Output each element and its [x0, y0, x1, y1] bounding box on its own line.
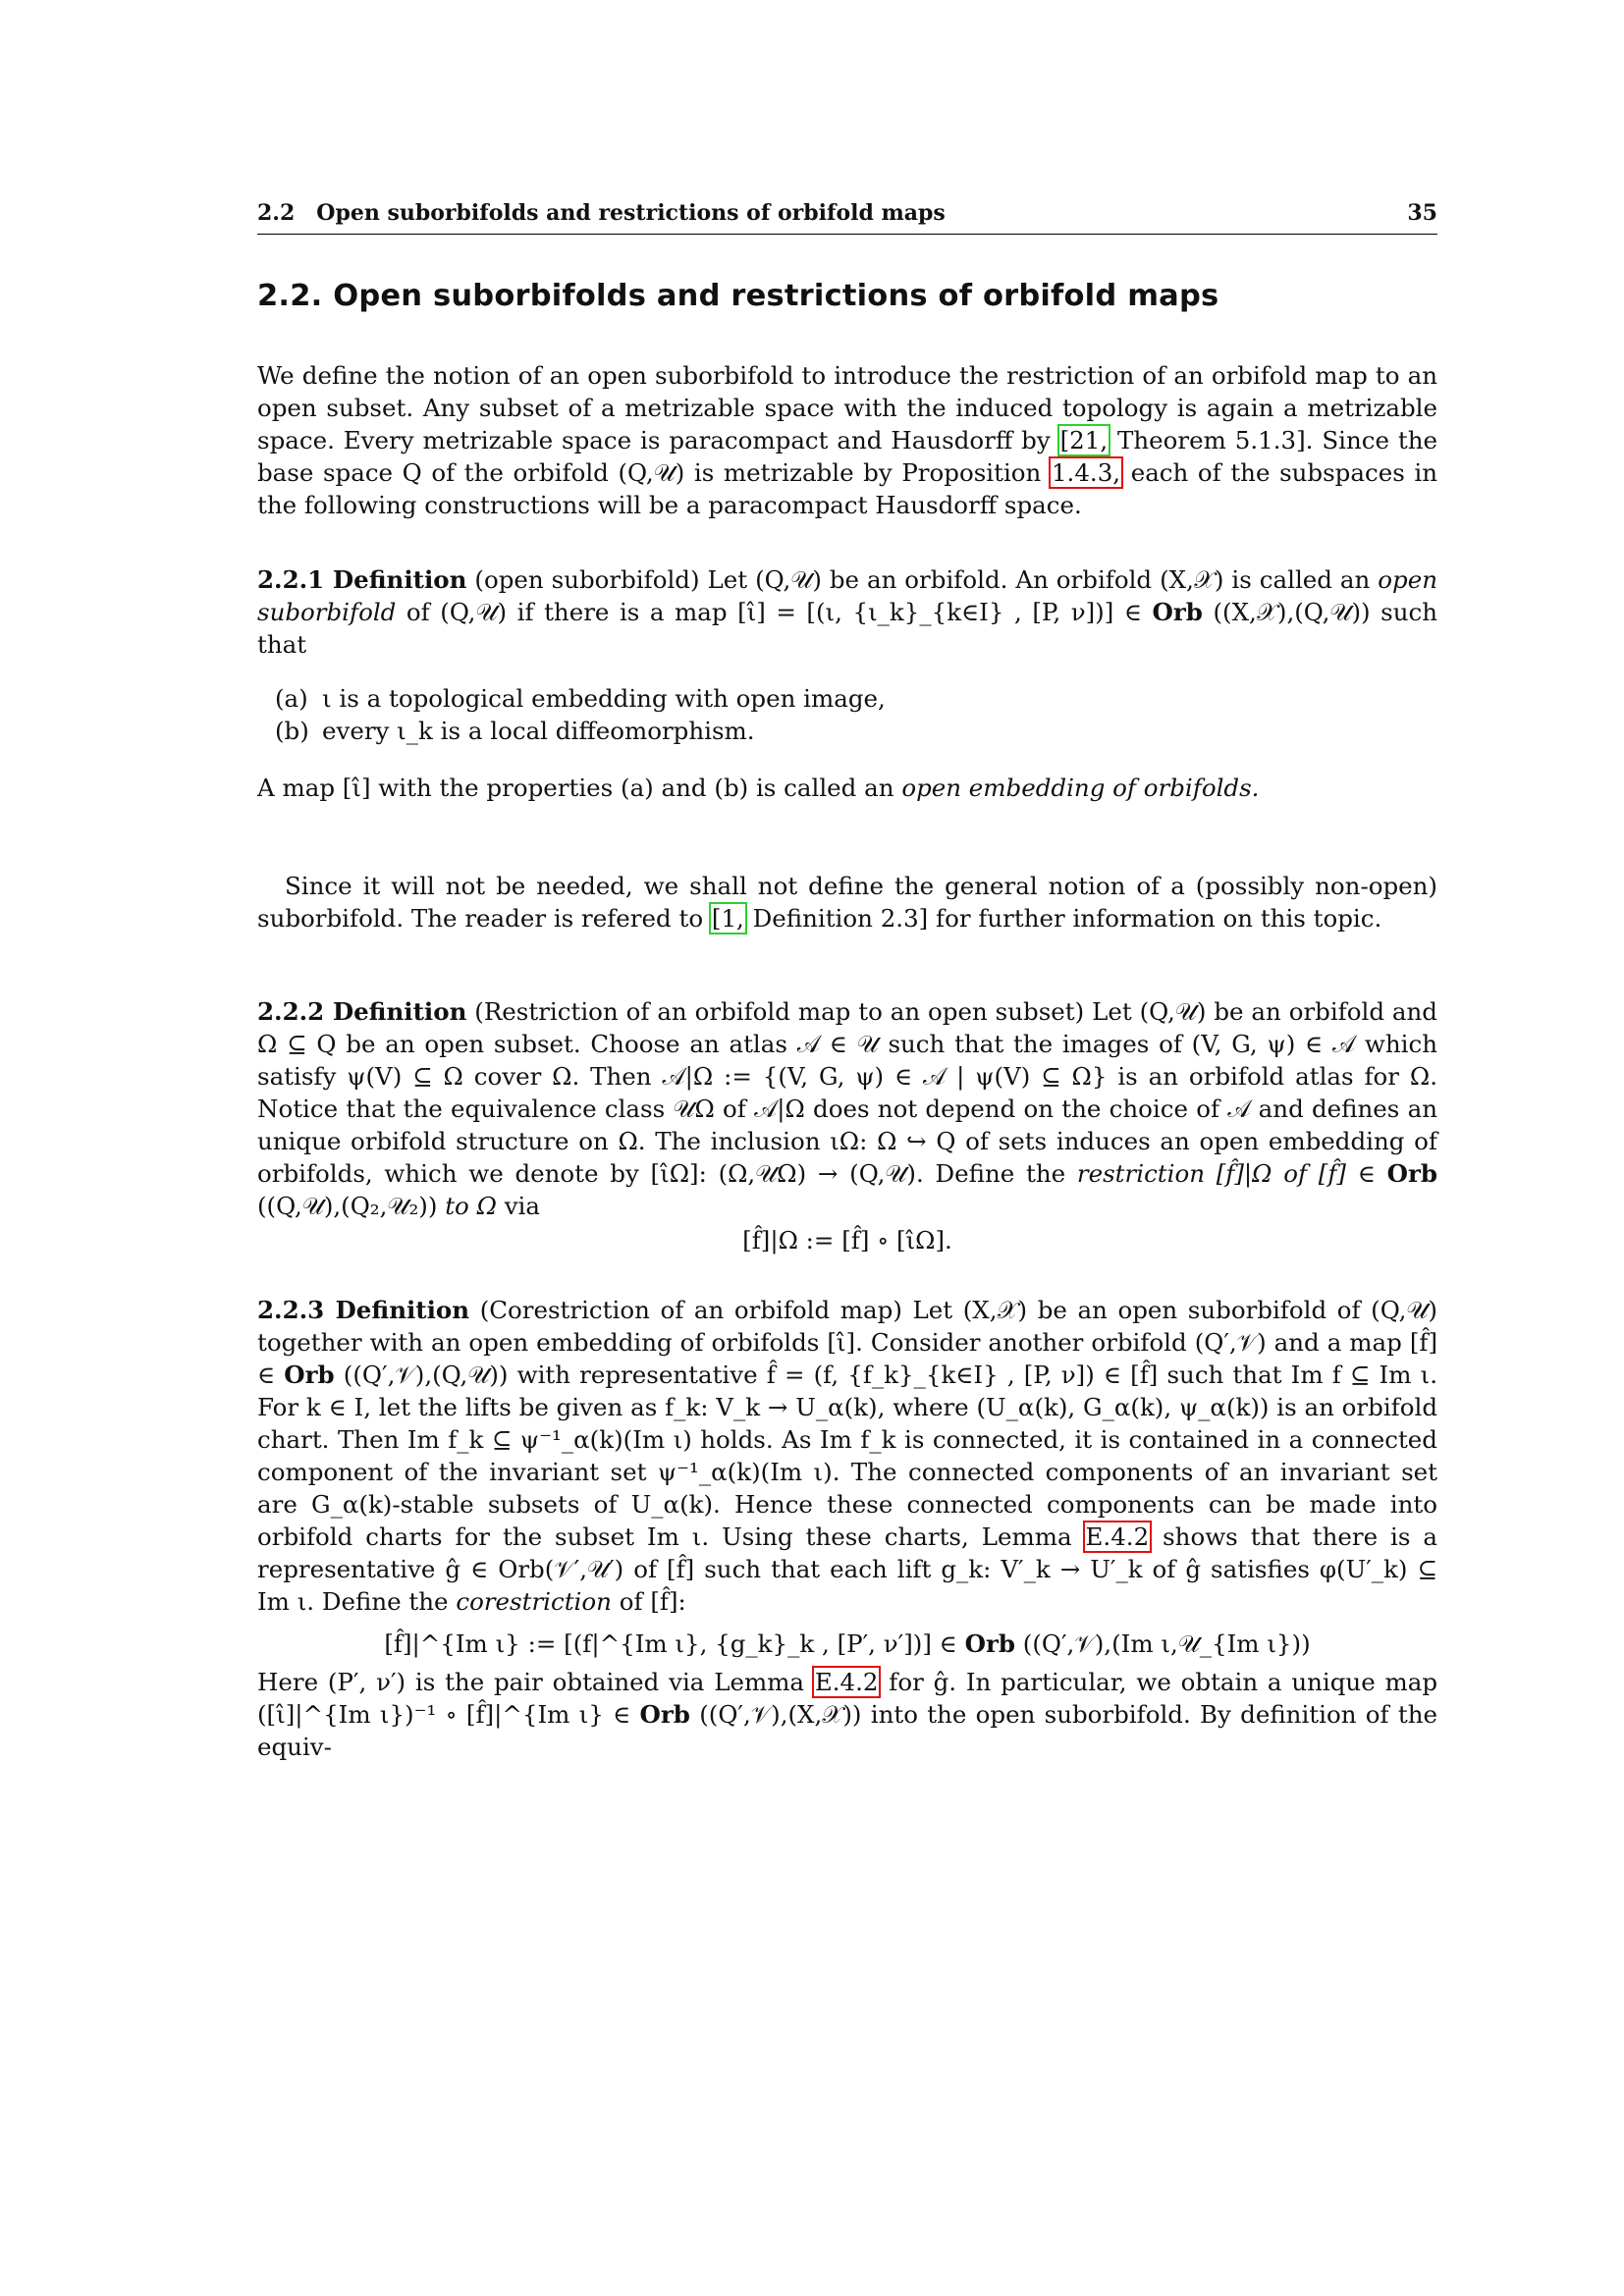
- display-equation: [257, 1628, 1437, 1660]
- running-head-section-title: Open suborbifolds and restrictions of orbifold maps: [316, 200, 946, 226]
- section-title: 2.2. Open suborbifolds and restrictions of orbifold maps: [257, 279, 1219, 313]
- list-item-label: (b): [275, 717, 309, 745]
- definition-text-4: of [f̂]:: [611, 1587, 686, 1616]
- definition-number: 2.2.1 Definition: [257, 565, 467, 594]
- definition-term: restriction [f̂]|Ω of [f̂] ∈: [1076, 1159, 1387, 1188]
- orb-symbol: Orb: [964, 1629, 1015, 1658]
- definition-name: (Restriction of an orbifold map to an open subset): [474, 997, 1085, 1026]
- orb-symbol: Orb: [284, 1361, 335, 1389]
- running-head-title: [257, 197, 946, 230]
- definition-name: (Corestriction of an orbifold map): [479, 1296, 902, 1324]
- citation-link-1[interactable]: [1,: [711, 904, 744, 933]
- display-equation-part-2: ((Q′,𝒱),(Im ι,𝒰_{Im ι})): [1015, 1629, 1311, 1658]
- intro-text-3: each of the subspaces in the following constructions will be a paracompact Hausdorff space.: [257, 458, 1437, 519]
- proposition-link-1-4-3[interactable]: 1.4.3,: [1051, 458, 1121, 487]
- definition-term: open suborbifold: [257, 565, 1437, 626]
- list-item: [275, 682, 1437, 715]
- definition-closing-term: open embedding of orbifolds.: [901, 774, 1260, 802]
- intro-text-2: Theorem 5.1.3]. Since the base space Q of the orbifold (Q,𝒰) is metrizable by Proposition: [257, 426, 1437, 487]
- definition-text-7: ((Q′,𝒱),(X,𝒳)) into the open suborbifold. By definition of the equiv-: [257, 1700, 1437, 1761]
- definition-closing-text: A map [ι̂] with the properties (a) and (b) is called an: [257, 774, 902, 802]
- definition-text-3: via: [496, 1192, 540, 1220]
- citation-link-21[interactable]: [21,: [1059, 426, 1109, 454]
- intro-paragraph: [257, 359, 1437, 521]
- lemma-link-e-4-2[interactable]: E.4.2: [1085, 1522, 1150, 1551]
- lemma-link-e-4-2[interactable]: E.4.2: [814, 1668, 879, 1696]
- list-item-text: every ι_k is a local diffeomorphism.: [322, 717, 755, 745]
- remark-paragraph: [257, 870, 1437, 934]
- definition-2-2-3: [257, 1294, 1437, 1763]
- definition-text-6: for ĝ. In particular, we obtain a unique map ([ι̂]|^{Im ι})⁻¹ ∘ [f̂]|^{Im ι} ∈: [257, 1668, 1438, 1729]
- definition-term-2: to Ω: [445, 1192, 497, 1220]
- orb-symbol: Orb: [1152, 598, 1203, 626]
- list-item-label: (a): [275, 684, 308, 713]
- orb-symbol: Orb: [1386, 1159, 1437, 1188]
- display-equation-part-1: [f̂]|^{Im ι} := [(f|^{Im ι}, {g_k}_k , [P′, ν′])] ∈: [384, 1629, 965, 1658]
- definition-text-5: Here (P′, ν′) is the pair obtained via Lemma: [257, 1668, 814, 1696]
- definition-2-2-1: [257, 563, 1437, 804]
- definition-2-2-2: [257, 995, 1437, 1256]
- orb-symbol: Orb: [639, 1700, 690, 1729]
- definition-term: corestriction: [456, 1587, 612, 1616]
- running-head: [257, 201, 1437, 235]
- definition-text-2: ((Q′,𝒱),(Q,𝒰)) with representative f̂ = (f, {f_k}_{k∈I} , [P, ν]) ∈ [f̂] such that Im f ⊆ Im ι. For k ∈ I, let the lifts be given as f_k: V_k → U_α(k), where (U_α(k), G_α(k), ψ_α(k)) is an orbifold chart. Then Im f_k ⊆ ψ⁻¹_α(k)(Im ι) holds. As Im f_k is connected, it is contained in a connected component of the invariant set ψ⁻¹_α(k)(Im ι). The connected components of an invariant set are G_α(k)-stable subsets of U_α(k). Hence these connected components can be made into orbifold charts for the subset Im ι. Using these charts, Lemma: [257, 1361, 1437, 1551]
- definition-number: 2.2.3 Definition: [257, 1296, 470, 1324]
- remark-text-2: Definition 2.3] for further information on this topic.: [744, 904, 1382, 933]
- definition-text-2: of (Q,𝒰) if there is a map [ι̂] = [(ι, {ι_k}_{k∈I} , [P, ν])] ∈: [396, 598, 1153, 626]
- definition-text-2: ((Q,𝒰),(Q₂,𝒰₂)): [257, 1192, 446, 1220]
- page-number: 35: [1407, 200, 1437, 226]
- running-head-section-number: 2.2: [257, 200, 296, 226]
- definition-text-3: ((X,𝒳),(Q,𝒰)) such that: [257, 598, 1437, 659]
- definition-text-3: shows that there is a representative ĝ ∈ Orb(𝒱′,𝒰′) of [f̂] such that each lift g_k: V′_k → U′_k of ĝ satisfies φ(U′_k) ⊆ Im ι. Define the: [257, 1522, 1437, 1616]
- definition-text-1: Let (Q,𝒰) be an orbifold. An orbifold (X,𝒳) is called an: [699, 565, 1379, 594]
- definition-number: 2.2.2 Definition: [257, 997, 467, 1026]
- list-item: [275, 715, 1437, 747]
- definition-text-1: Let (Q,𝒰) be an orbifold and Ω ⊆ Q be an open subset. Choose an atlas 𝒜 ∈ 𝒰 such that the images of (V, G, ψ) ∈ 𝒜 which satisfy ψ(V) ⊆ Ω cover Ω. Then 𝒜|Ω := {(V, G, ψ) ∈ 𝒜 | ψ(V) ⊆ Ω} is an orbifold atlas for Ω. Notice that the equivalence class 𝒰Ω of 𝒜|Ω does not depend on the choice of 𝒜 and defines an unique orbifold structure on Ω. The inclusion ιΩ: Ω ↪ Q of sets induces an open embedding of orbifolds, which we denote by [ι̂Ω]: (Ω,𝒰Ω) → (Q,𝒰). Define the: [257, 997, 1437, 1188]
- intro-text-1: We define the notion of an open suborbifold to introduce the restriction of an orbifold map to an open subset. Any subset of a metrizable space with the induced topology is again a metrizable space. Every metrizable space is paracompact and Hausdorff by: [257, 361, 1437, 454]
- display-equation: [f̂]|Ω := [f̂] ∘ [ι̂Ω].: [742, 1226, 952, 1255]
- list-item-text: ι is a topological embedding with open image,: [322, 684, 886, 713]
- definition-text-1: Let (X,𝒳) be an open suborbifold of (Q,𝒰) together with an open embedding of orbifolds [ι̂]. Consider another orbifold (Q′,𝒱) and a map [f̂] ∈: [257, 1296, 1437, 1389]
- remark-text-1: Since it will not be needed, we shall not define the general notion of a (possibly non-open) suborbifold. The reader is refered to: [257, 872, 1437, 933]
- definition-name: (open suborbifold): [474, 565, 700, 594]
